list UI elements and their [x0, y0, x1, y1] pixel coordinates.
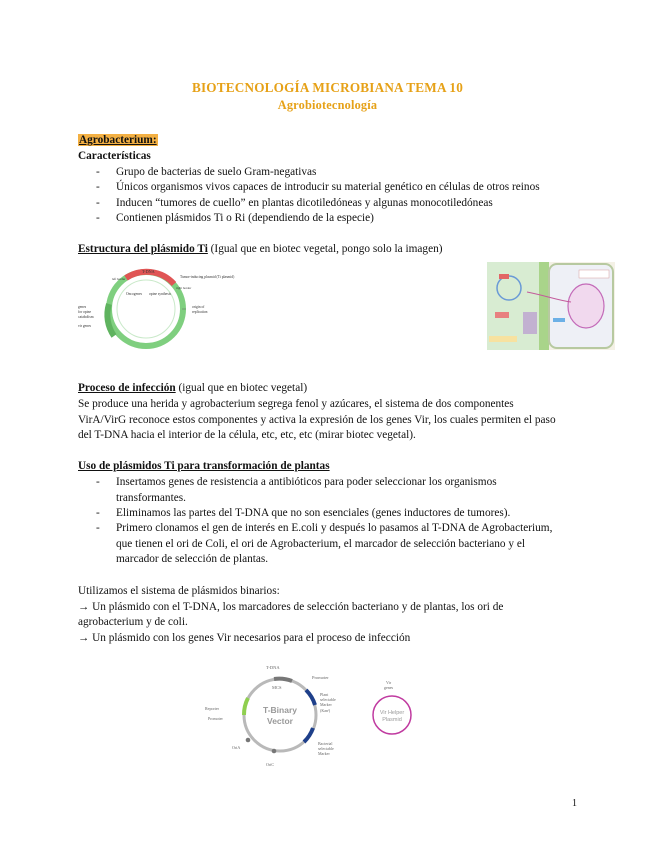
binary-vector-diagram — [200, 660, 430, 775]
paragraph-line: del T-DNA hacia el interior de la célula, etc, etc, etc (mirar biotec vegetal). — [78, 429, 416, 441]
paragraph-line: agrobacterium y de coli. — [78, 616, 188, 628]
svg-text:Promoter: Promoter — [312, 675, 329, 680]
svg-text:T-DNA: T-DNA — [266, 665, 280, 670]
svg-text:Tumor-inducing plasmid (Ti pla: Tumor-inducing plasmid (Ti plasmid) — [180, 275, 235, 279]
section-heading-ti-transformation: Uso de plásmidos Ti para transformación de plantas — [78, 460, 330, 472]
svg-text:origin of: origin of — [192, 305, 205, 309]
list-item: - Únicos organismos vivos capaces de introducir su material genético en células de otros reinos — [96, 181, 540, 193]
svg-text:vir genes: vir genes — [78, 324, 92, 328]
list-item: - Inducen “tumores de cuello” en plantas dicotiledóneas y algunas monocotiledóneas — [96, 197, 493, 209]
paragraph-line: Se produce una herida y agrobacterium segrega fenol y azúcares, el sistema de dos componentes — [78, 398, 514, 410]
svg-text:OriA: OriA — [232, 745, 241, 750]
paragraph-line: Utilizamos el sistema de plásmidos binarios: — [78, 585, 280, 597]
svg-text:Oncogenes: Oncogenes — [126, 292, 142, 296]
svg-text:Bacterial: Bacterial — [318, 741, 333, 746]
svg-text:left border: left border — [112, 277, 126, 281]
svg-text:genes: genes — [78, 305, 87, 309]
svg-text:right border: right border — [176, 286, 192, 290]
svg-text:Promoter: Promoter — [208, 716, 223, 721]
svg-text:genes: genes — [384, 685, 394, 690]
list-item: - Insertamos genes de resistencia a antibióticos para poder seleccionar los organismos transformantes. — [96, 476, 497, 504]
svg-text:opine synthesis: opine synthesis — [149, 292, 172, 296]
document-subtitle: Agrobiotecnología — [277, 98, 378, 112]
paragraph-line: → Un plásmido con los genes Vir necesarios para el proceso de infección — [78, 632, 411, 644]
list-item: - Eliminamos las partes del T-DNA que no son esenciales (genes inductores de tumores). — [96, 507, 511, 519]
svg-text:Reporter: Reporter — [205, 706, 219, 711]
svg-text:catabolism: catabolism — [78, 315, 94, 319]
svg-text:MCS: MCS — [272, 685, 282, 690]
list-item: - Grupo de bacterias de suelo Gram-negativas — [96, 166, 317, 178]
infection-process-diagram — [487, 262, 615, 350]
svg-text:Vir Helper: Vir Helper — [379, 710, 405, 716]
svg-text:selectable: selectable — [320, 697, 336, 702]
svg-text:T-DNA: T-DNA — [142, 269, 155, 274]
paragraph-line: VirA/VirG reconoce estos componentes y activa la expresión de los genes Vir, los cuales permiten el paso — [78, 414, 556, 426]
svg-text:OriC: OriC — [266, 762, 274, 767]
section-heading-agrobacterium: Agrobacterium: — [79, 134, 157, 146]
section-heading-infection: Proceso de infección (igual que en biotec vegetal) — [78, 382, 308, 394]
svg-text:Plant: Plant — [320, 692, 329, 697]
list-item: - Contienen plásmidos Ti o Ri (dependiendo de la especie) — [96, 212, 374, 224]
svg-text:replication: replication — [192, 310, 208, 314]
subheading-caracteristicas: Características — [78, 150, 151, 162]
section-heading-ti-plasmid: Estructura del plásmido Ti (Igual que en biotec vegetal, pongo solo la imagen) — [78, 243, 443, 255]
svg-text:Marker: Marker — [318, 751, 330, 756]
svg-text:for opine: for opine — [78, 310, 92, 314]
svg-text:T-Binary: T-Binary — [262, 705, 298, 715]
ti-plasmid-diagram — [76, 264, 246, 356]
svg-text:Plasmid: Plasmid — [382, 717, 402, 723]
svg-text:selectable: selectable — [318, 746, 334, 751]
list-item: - Primero clonamos el gen de interés en E.coli y después lo pasamos al T-DNA de Agrobacterium, que tienen el ori de Coli, el ori de Agrobacterium, el marcador de selección bacteriano y el marcador de selección de plantas. — [96, 522, 553, 566]
svg-text:(Kanʳ): (Kanʳ) — [320, 708, 331, 713]
document-title: BIOTECNOLOGÍA MICROBIANA TEMA 10 — [191, 80, 464, 95]
svg-text:Marker: Marker — [320, 702, 332, 707]
svg-text:Vir: Vir — [386, 680, 392, 685]
nucleus — [568, 284, 604, 328]
paragraph-line: → Un plásmido con el T-DNA, los marcadores de selección bacteriano y de plantas, los ori de — [78, 601, 504, 613]
page-number: 1 — [572, 798, 577, 809]
svg-text:Vector: Vector — [267, 716, 293, 726]
